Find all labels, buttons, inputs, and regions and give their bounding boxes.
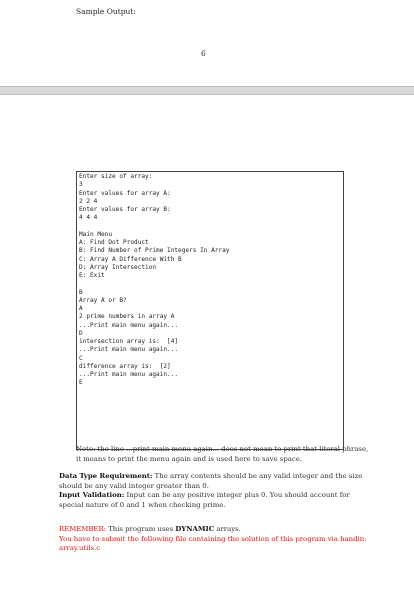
input-validation <box>59 491 375 510</box>
console-line: B <box>79 288 83 296</box>
data-type-text: The array contents should be any valid integer and the size should be any valid integer greater than 0. <box>59 472 363 490</box>
console-line: intersection array is: [4] <box>79 338 179 345</box>
submit-text: You have to submit the following file containing the solution of this program via handin: <box>59 534 367 543</box>
console-line: 2 prime numbers in array A <box>79 313 175 321</box>
console-line: D: Array Intersection <box>79 263 157 271</box>
console-line: 3 <box>79 181 83 189</box>
console-line: C: Array A Difference With B <box>79 255 182 263</box>
submit-filename: array.utils.c <box>59 544 101 552</box>
console-line: difference array is: [2] <box>79 362 171 370</box>
console-line: B: Find Number of Prime Integers In Array <box>79 247 230 255</box>
console-line: C <box>79 354 83 362</box>
console-line: Enter values for array A: <box>79 189 171 197</box>
console-line: A <box>79 305 83 312</box>
remember-line <box>59 525 375 535</box>
console-line: 2 2 4 <box>79 197 98 205</box>
console-line: ...Print main menu again... <box>79 321 179 329</box>
console-line: Enter size of array: <box>79 173 153 180</box>
page-separator <box>0 86 414 95</box>
note-paragraph: Note: the line ...print main menu again... does not mean to print that literal phrase, it means to print the menu again and is used here to save space. <box>76 445 369 463</box>
remember-keyword: DYNAMIC <box>175 525 215 533</box>
data-type-label: Data Type Requirement: <box>59 472 153 480</box>
remember-text-post: arrays. <box>216 525 241 533</box>
console-line: ...Print main menu again... <box>79 371 179 378</box>
requirements-section <box>59 472 375 510</box>
console-line: Enter values for array B: <box>79 206 171 213</box>
console-line <box>79 280 341 288</box>
sample-output-heading: Sample Output: <box>76 7 136 16</box>
console-line: Main Menu <box>79 230 113 238</box>
console-line: D <box>79 329 83 337</box>
data-type-requirement <box>59 472 375 491</box>
console-line: A: Find Dot Product <box>79 239 149 246</box>
input-validation-text: Input can be any positive integer plus 0. You should account for special nature of 0 and 1 when checking prime. <box>59 491 350 509</box>
console-line: Array A or B? <box>79 296 127 304</box>
submit-instruction <box>59 535 375 554</box>
console-line: E: Exit <box>79 272 105 279</box>
previous-page-area <box>0 0 414 86</box>
input-validation-label: Input Validation: <box>59 491 125 499</box>
console-line: E <box>79 379 83 387</box>
console-line <box>79 223 341 231</box>
sample-output-console <box>76 171 344 450</box>
console-line: 4 4 4 <box>79 214 98 222</box>
remember-text-pre: This program uses <box>108 525 174 533</box>
console-line: ...Print main menu again... <box>79 346 179 354</box>
reminder-section <box>59 525 375 554</box>
remember-label: REMEMBER: <box>59 525 106 533</box>
page-number: 6 <box>201 49 206 58</box>
